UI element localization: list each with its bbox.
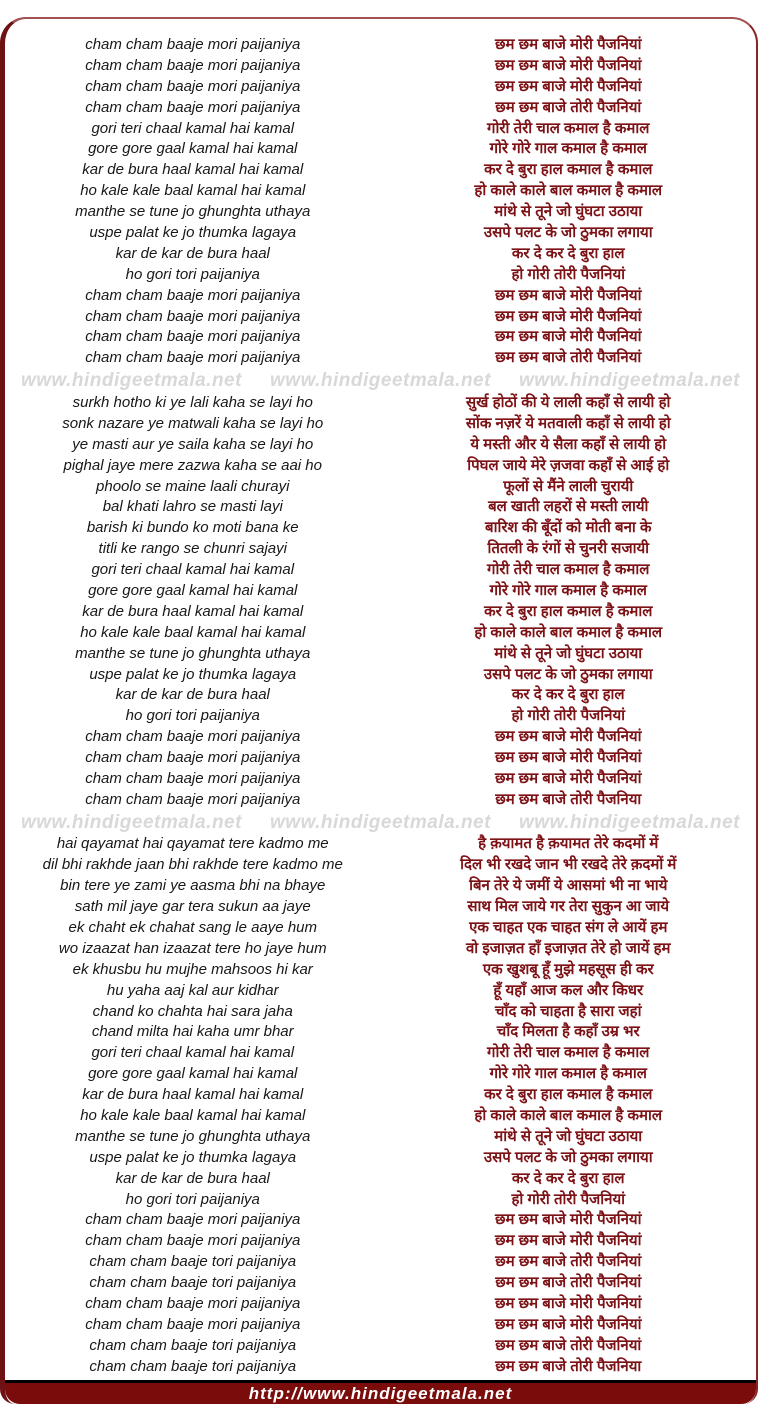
footer-url-link[interactable]: http://www.hindigeetmala.net — [248, 1383, 513, 1403]
lyric-line-roman: kar de bura haal kamal hai kamal — [82, 602, 304, 620]
lyric-line-roman: uspe palat ke jo thumka lagaya — [89, 1148, 297, 1166]
lyric-line-devanagari: हूँ यहाँ आज कल और किधर — [493, 981, 644, 999]
lyrics-column-roman — [5, 834, 381, 1377]
lyric-line-roman: wo izaazat han izaazat tere ho jaye hum — [58, 939, 327, 957]
lyric-line-roman: cham cham baaje mori paijaniya — [85, 769, 301, 787]
lyric-line-roman: cham cham baaje mori paijaniya — [85, 56, 301, 74]
watermark-text: www.hindigeetmala.net — [519, 811, 740, 833]
lyric-line-devanagari: छम छम बाजे मोरी पैजनियां — [494, 1295, 642, 1313]
lyric-line-roman: cham cham baaje mori paijaniya — [85, 307, 301, 325]
lyric-line-roman: manthe se tune jo ghunghta uthaya — [75, 203, 311, 221]
lyric-line-roman: cham cham baaje mori paijaniya — [85, 1211, 301, 1229]
lyric-line-roman: manthe se tune jo ghunghta uthaya — [75, 1127, 311, 1145]
lyric-line-devanagari: कर दे कर दे बुरा हाल — [511, 686, 625, 704]
lyric-line-devanagari: छम छम बाजे मोरी पैजनियां — [494, 1315, 642, 1333]
lyric-line-roman: cham cham baaje mori paijaniya — [85, 1295, 301, 1313]
lyrics-content — [5, 19, 756, 1380]
lyric-line-devanagari: छम छम बाजे तोरी पैजनियां — [495, 1336, 642, 1354]
lyric-line-roman: uspe palat ke jo thumka lagaya — [89, 224, 297, 242]
stanza-1 — [5, 35, 756, 369]
lyric-line-roman: cham cham baaje mori paijaniya — [85, 36, 301, 53]
lyric-line-devanagari: दिल भी रखदे जान भी रखदे तेरे क़दमों में — [460, 856, 677, 874]
stanza-2 — [5, 393, 756, 811]
lyric-line-devanagari: है क़यामत है क़यामत तेरे कदमों में — [478, 835, 659, 853]
lyric-line-devanagari: छम छम बाजे मोरी पैजनियां — [494, 36, 642, 53]
lyric-line-roman: gori teri chaal kamal hai kamal — [91, 119, 295, 137]
lyric-line-roman: cham cham baaje mori paijaniya — [85, 98, 301, 116]
lyric-line-roman: sath mil jaye gar tera sukun aa jaye — [74, 898, 311, 916]
lyric-line-roman: ho gori tori paijaniya — [125, 707, 260, 725]
lyric-line-roman: cham cham baaje tori paijaniya — [89, 1253, 297, 1271]
lyric-line-devanagari: ये मस्ती और ये सैला कहाँ से लायी हो — [470, 435, 667, 453]
lyric-line-devanagari: वो इजाज़त हाँ इजाज़त तेरे हो जायें हम — [465, 939, 671, 957]
lyric-line-roman: cham cham baaje tori paijaniya — [89, 1336, 297, 1354]
lyric-line-roman: ho kale kale baal kamal hai kamal — [80, 182, 306, 200]
lyric-line-devanagari: हो काले काले बाल कमाल है कमाल — [474, 182, 663, 200]
lyric-line-roman: uspe palat ke jo thumka lagaya — [89, 665, 297, 683]
lyric-line-devanagari: छम छम बाजे मोरी पैजनियां — [494, 728, 642, 746]
lyric-line-devanagari: छम छम बाजे मोरी पैजनियां — [494, 307, 642, 325]
lyric-line-devanagari: छम छम बाजे तोरी पैजनियां — [495, 1274, 642, 1292]
lyric-line-devanagari: उसपे पलट के जो ठुमका लगाया — [483, 665, 653, 683]
lyric-line-devanagari: हो काले काले बाल कमाल है कमाल — [474, 623, 663, 641]
lyric-line-devanagari: छम छम बाजे मोरी पैजनियां — [494, 1211, 642, 1229]
lyric-line-roman: ho gori tori paijaniya — [125, 1190, 260, 1208]
lyrics-column-devanagari — [381, 35, 757, 369]
lyric-line-devanagari: मांथे से तूने जो घुंघटा उठाया — [494, 644, 643, 662]
lyric-line-roman: ho kale kale baal kamal hai kamal — [80, 623, 306, 641]
lyric-line-roman: ek chaht ek chahat sang le aaye hum — [68, 919, 317, 936]
lyric-line-devanagari: सुर्ख होठों की ये लाली कहाँ से लायी हो — [466, 393, 671, 411]
lyric-line-roman: cham cham baaje mori paijaniya — [85, 1315, 301, 1333]
watermark-text: www.hindigeetmala.net — [21, 811, 242, 833]
lyric-line-devanagari: गोरे गोरे गाल कमाल है कमाल — [489, 140, 647, 158]
lyric-line-devanagari: मांथे से तूने जो घुंघटा उठाया — [494, 203, 643, 221]
lyric-line-devanagari: गोरी तेरी चाल कमाल है कमाल — [487, 1044, 650, 1062]
lyric-line-devanagari: गोरी तेरी चाल कमाल है कमाल — [487, 119, 650, 137]
lyric-line-devanagari: छम छम बाजे मोरी पैजनियां — [494, 56, 642, 74]
lyric-line-roman: hai qayamat hai qayamat tere kadmo me — [56, 835, 329, 853]
lyric-line-devanagari: उसपे पलट के जो ठुमका लगाया — [483, 1148, 653, 1166]
lyric-line-devanagari: गोरे गोरे गाल कमाल है कमाल — [489, 1065, 647, 1083]
lyric-line-devanagari: छम छम बाजे तोरी पैजनियां — [495, 98, 642, 116]
lyrics-card — [0, 17, 758, 1404]
lyric-line-roman: gore gore gaal kamal hai kamal — [88, 140, 298, 158]
lyric-line-devanagari: चाँद को चाहता है सारा जहां — [495, 1002, 642, 1020]
lyric-line-roman: gori teri chaal kamal hai kamal — [91, 1044, 295, 1062]
watermark-text: www.hindigeetmala.net — [519, 370, 740, 392]
lyric-line-devanagari: तितली के रंगों से चुनरी सजायी — [487, 540, 650, 558]
lyric-line-devanagari: फूलों से मैंने लाली चुरायी — [503, 477, 634, 495]
watermark-text: www.hindigeetmala.net — [21, 370, 242, 392]
lyric-line-roman: kar de bura haal kamal hai kamal — [82, 1086, 304, 1104]
lyric-line-roman: kar de kar de bura haal — [115, 686, 270, 704]
lyric-line-roman: phoolo se maine laali churayi — [96, 477, 290, 495]
lyric-line-roman: cham cham baaje mori paijaniya — [85, 790, 301, 808]
lyric-line-roman: cham cham baaje tori paijaniya — [89, 1357, 297, 1375]
lyric-line-devanagari: साथ मिल जाये गर तेरा सुकुन आ जाये — [467, 898, 670, 916]
lyric-line-devanagari: छम छम बाजे मोरी पैजनियां — [494, 328, 642, 346]
lyrics-column-devanagari — [381, 393, 757, 811]
lyric-line-devanagari: छम छम बाजे तोरी पैजनियां — [495, 349, 642, 367]
lyric-line-roman: cham cham baaje tori paijaniya — [89, 1274, 297, 1292]
lyric-line-roman: sonk nazare ye matwali kaha se layi ho — [62, 414, 324, 432]
lyric-line-devanagari: छम छम बाजे मोरी पैजनियां — [494, 77, 642, 95]
lyrics-column-devanagari — [381, 834, 757, 1377]
lyric-line-roman: chand milta hai kaha umr bhar — [91, 1023, 294, 1041]
lyric-line-roman: ye masti aur ye saila kaha se layi ho — [72, 435, 314, 453]
lyric-line-roman: gore gore gaal kamal hai kamal — [88, 1065, 298, 1083]
lyric-line-devanagari: कर दे कर दे बुरा हाल — [511, 244, 625, 262]
lyrics-column-roman — [5, 35, 381, 369]
stanza-3 — [5, 834, 756, 1377]
lyric-line-roman: pighal jaye mere zazwa kaha se aai ho — [63, 456, 322, 474]
footer-bar — [5, 1380, 756, 1404]
watermark-row — [5, 369, 756, 393]
lyric-line-roman: cham cham baaje mori paijaniya — [85, 349, 301, 367]
lyric-line-roman: cham cham baaje mori paijaniya — [85, 728, 301, 746]
lyric-line-roman: gore gore gaal kamal hai kamal — [88, 581, 298, 599]
lyric-line-devanagari: छम छम बाजे मोरी पैजनियां — [494, 769, 642, 787]
lyric-line-roman: titli ke rango se chunri sajayi — [98, 540, 287, 558]
lyric-line-devanagari: उसपे पलट के जो ठुमका लगाया — [483, 224, 653, 242]
lyric-line-roman: cham cham baaje mori paijaniya — [85, 749, 301, 767]
lyric-line-devanagari: कर दे बुरा हाल कमाल है कमाल — [484, 602, 653, 620]
lyric-line-roman: barish ki bundo ko moti bana ke — [86, 519, 299, 537]
lyric-line-devanagari: हो काले काले बाल कमाल है कमाल — [474, 1107, 663, 1125]
lyric-line-roman: dil bhi rakhde jaan bhi rakhde tere kadmo me — [42, 856, 343, 874]
lyric-line-devanagari: छम छम बाजे मोरी पैजनियां — [494, 749, 642, 767]
lyric-line-roman: kar de kar de bura haal — [115, 244, 270, 262]
lyric-line-devanagari: बल खाती लहरों से मस्ती लायी — [488, 498, 649, 516]
lyric-line-devanagari: सोंक नज़रें ये मतवाली कहाँ से लायी हो — [465, 414, 671, 432]
lyric-line-devanagari: हो गोरी तोरी पैजनियां — [511, 1190, 626, 1208]
watermark-text: www.hindigeetmala.net — [270, 811, 491, 833]
lyric-line-devanagari: छम छम बाजे मोरी पैजनियां — [494, 1232, 642, 1250]
lyric-line-devanagari: छम छम बाजे मोरी पैजनियां — [494, 286, 642, 304]
lyric-line-roman: chand ko chahta hai sara jaha — [92, 1002, 293, 1020]
lyric-line-devanagari: बिन तेरे ये जमीं ये आसमां भी ना भाये — [469, 877, 668, 895]
lyric-line-roman: hu yaha aaj kal aur kidhar — [106, 981, 279, 999]
lyric-line-devanagari: कर दे बुरा हाल कमाल है कमाल — [484, 161, 653, 179]
lyric-line-devanagari: कर दे कर दे बुरा हाल — [511, 1169, 625, 1187]
lyric-line-devanagari: गोरी तेरी चाल कमाल है कमाल — [487, 561, 650, 579]
lyric-line-devanagari: एक चाहत एक चाहत संग ले आयें हम — [469, 919, 668, 936]
lyric-line-roman: kar de bura haal kamal hai kamal — [82, 161, 304, 179]
watermark-text: www.hindigeetmala.net — [270, 370, 491, 392]
lyric-line-devanagari: एक खुशबू हूँ मुझे महसूस ही कर — [482, 960, 654, 978]
lyric-line-devanagari: छम छम बाजे तोरी पैजनियां — [495, 1253, 642, 1271]
lyric-line-roman: cham cham baaje mori paijaniya — [85, 1232, 301, 1250]
lyric-line-devanagari: हो गोरी तोरी पैजनियां — [511, 265, 626, 283]
lyrics-column-roman — [5, 393, 381, 811]
lyric-line-roman: ek khusbu hu mujhe mahsoos hi kar — [72, 960, 313, 978]
lyric-line-roman: cham cham baaje mori paijaniya — [85, 77, 301, 95]
lyric-line-roman: bal khati lahro se masti layi — [102, 498, 283, 516]
lyric-line-roman: ho kale kale baal kamal hai kamal — [80, 1107, 306, 1125]
lyric-line-roman: bin tere ye zami ye aasma bhi na bhaye — [60, 877, 326, 895]
lyric-line-roman: ho gori tori paijaniya — [125, 265, 260, 283]
lyric-line-roman: cham cham baaje mori paijaniya — [85, 328, 301, 346]
lyric-line-devanagari: बारिश की बूँदों को मोती बना के — [485, 519, 652, 537]
lyric-line-roman: surkh hotho ki ye lali kaha se layi ho — [72, 393, 313, 411]
watermark-row — [5, 811, 756, 835]
lyric-line-roman: manthe se tune jo ghunghta uthaya — [75, 644, 311, 662]
lyric-line-roman: gori teri chaal kamal hai kamal — [91, 561, 295, 579]
lyric-line-devanagari: पिघल जाये मेरे ज़जवा कहाँ से आई हो — [467, 456, 670, 474]
lyric-line-devanagari: चाँद मिलता है कहाँ उम्र भर — [496, 1023, 640, 1041]
lyric-line-roman: cham cham baaje mori paijaniya — [85, 286, 301, 304]
lyric-line-devanagari: गोरे गोरे गाल कमाल है कमाल — [489, 581, 647, 599]
lyric-line-devanagari: कर दे बुरा हाल कमाल है कमाल — [484, 1086, 653, 1104]
lyric-line-devanagari: मांथे से तूने जो घुंघटा उठाया — [494, 1127, 643, 1145]
lyric-line-devanagari: छम छम बाजे तोरी पैजनिया — [495, 1357, 642, 1375]
lyric-line-devanagari: छम छम बाजे तोरी पैजनिया — [495, 790, 642, 808]
lyric-line-roman: kar de kar de bura haal — [115, 1169, 270, 1187]
lyric-line-devanagari: हो गोरी तोरी पैजनियां — [511, 707, 626, 725]
